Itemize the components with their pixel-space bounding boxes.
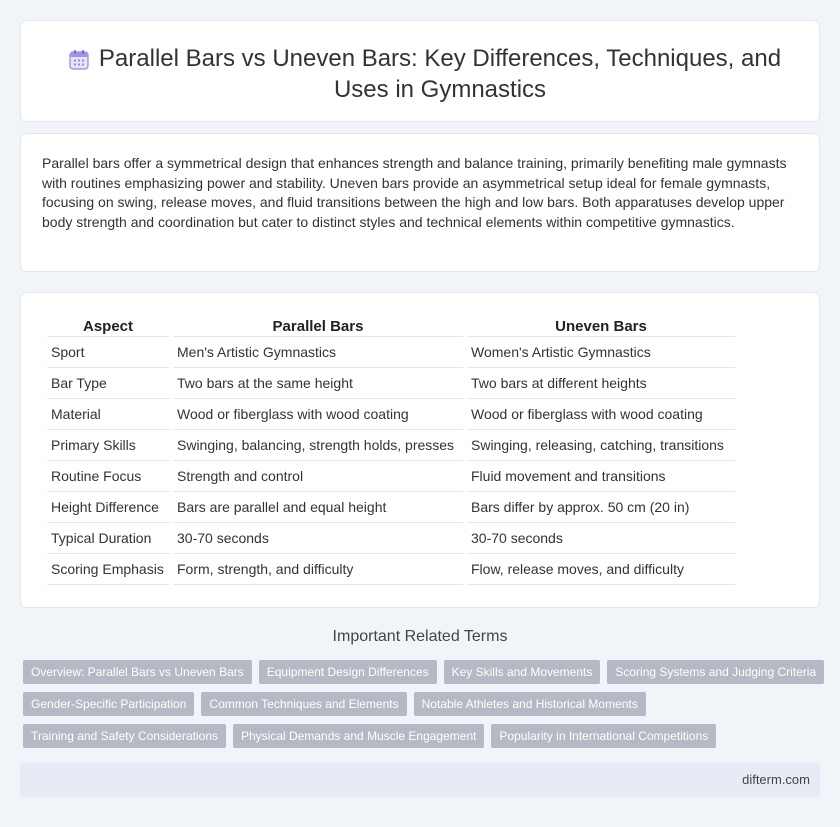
related-terms (23, 660, 823, 756)
cell-uneven-bars: Two bars at different heights (467, 368, 735, 399)
table-row (47, 368, 735, 399)
related-term-tag[interactable]: Notable Athletes and Historical Moments (414, 692, 646, 716)
cell-parallel-bars: Swinging, balancing, strength holds, presses (173, 430, 463, 461)
cell-aspect: Bar Type (47, 368, 169, 399)
cell-uneven-bars: Bars differ by approx. 50 cm (20 in) (467, 492, 735, 523)
comparison-table (43, 315, 739, 585)
footer-brand[interactable]: difterm.com (742, 772, 810, 787)
cell-uneven-bars: Swinging, releasing, catching, transitions (467, 430, 735, 461)
cell-parallel-bars: Men's Artistic Gymnastics (173, 337, 463, 368)
footer (20, 763, 820, 797)
table-row (47, 399, 735, 430)
summary-card (20, 133, 820, 272)
related-term-tag[interactable]: Gender-Specific Participation (23, 692, 194, 716)
cell-aspect: Routine Focus (47, 461, 169, 492)
table-row (47, 461, 735, 492)
table-row (47, 554, 735, 585)
cell-parallel-bars: 30-70 seconds (173, 523, 463, 554)
cell-parallel-bars: Strength and control (173, 461, 463, 492)
related-term-tag[interactable]: Popularity in International Competitions (491, 724, 716, 748)
tag-row (23, 692, 823, 716)
table-row (47, 430, 735, 461)
related-term-tag[interactable]: Key Skills and Movements (444, 660, 601, 684)
cell-uneven-bars: Flow, release moves, and difficulty (467, 554, 735, 585)
related-term-tag[interactable]: Training and Safety Considerations (23, 724, 226, 748)
cell-parallel-bars: Two bars at the same height (173, 368, 463, 399)
cell-aspect: Material (47, 399, 169, 430)
table-row (47, 523, 735, 554)
related-term-tag[interactable]: Common Techniques and Elements (201, 692, 406, 716)
header-parallel-bars: Parallel Bars (173, 315, 463, 337)
tag-row (23, 660, 823, 684)
header-uneven-bars: Uneven Bars (467, 315, 735, 337)
header-aspect: Aspect (47, 315, 169, 337)
related-term-tag[interactable]: Physical Demands and Muscle Engagement (233, 724, 484, 748)
related-term-tag[interactable]: Equipment Design Differences (259, 660, 437, 684)
cell-uneven-bars: Women's Artistic Gymnastics (467, 337, 735, 368)
cell-parallel-bars: Wood or fiberglass with wood coating (173, 399, 463, 430)
cell-aspect: Typical Duration (47, 523, 169, 554)
related-term-tag[interactable]: Scoring Systems and Judging Criteria (607, 660, 824, 684)
cell-parallel-bars: Bars are parallel and equal height (173, 492, 463, 523)
summary-text: Parallel bars offer a symmetrical design that enhances strength and balance training, primarily benefiting male gymnasts with routines emphasizing power and stability. Uneven bars provide an asymmetrical setup ideal for female gymnasts, focusing on swing, release moves, and fluid transitions between the high and low bars. Both apparatuses develop upper body strength and coordination but cater to distinct styles and technical elements within competitive gymnastics. (42, 155, 787, 231)
cell-parallel-bars: Form, strength, and difficulty (173, 554, 463, 585)
table-row (47, 337, 735, 368)
related-terms-title: Important Related Terms (332, 628, 508, 645)
cell-uneven-bars: Wood or fiberglass with wood coating (467, 399, 735, 430)
table-row (47, 492, 735, 523)
tag-row (23, 724, 823, 748)
cell-aspect: Sport (47, 337, 169, 368)
table-header-row (47, 315, 735, 337)
cell-uneven-bars: 30-70 seconds (467, 523, 735, 554)
comparison-card (20, 292, 820, 608)
cell-aspect: Primary Skills (47, 430, 169, 461)
related-term-tag[interactable]: Overview: Parallel Bars vs Uneven Bars (23, 660, 252, 684)
header-card (20, 20, 820, 122)
cell-aspect: Height Difference (47, 492, 169, 523)
page-title: Parallel Bars vs Uneven Bars: Key Differences, Techniques, and Uses in Gymnastics (98, 45, 782, 103)
cell-uneven-bars: Fluid movement and transitions (467, 461, 735, 492)
cell-aspect: Scoring Emphasis (47, 554, 169, 585)
